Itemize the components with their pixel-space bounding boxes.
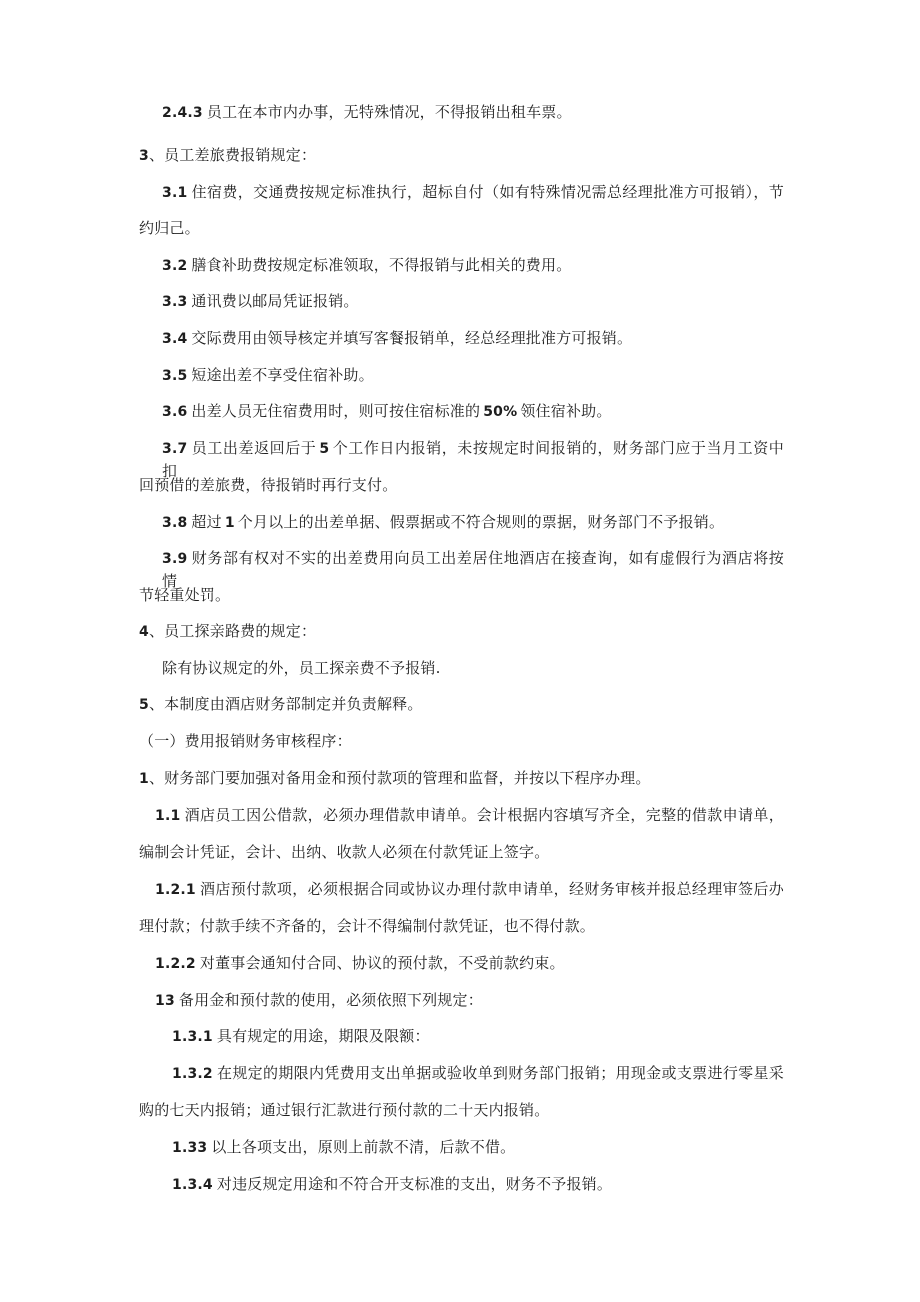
clause-text: 领住宿补助。 <box>520 402 612 420</box>
month-count-value: 1 <box>224 515 235 531</box>
procedure-1-3-1 <box>172 1025 430 1048</box>
clause-text: 在规定的期限内凭费用支出单据或验收单到财务部门报销；用现金或支票进行零星采 <box>216 1064 784 1082</box>
procedure-1 <box>139 767 651 790</box>
clause-text: 购的七天内报销；通过银行汇款进行预付款的二十天内报销。 <box>139 1101 550 1119</box>
clause-text: 超过 <box>191 513 222 531</box>
clause-text: 具有规定的用途，期限及限额： <box>216 1027 430 1045</box>
procedure-1-3-2-continued <box>139 1099 549 1121</box>
clause-text: 出差人员无住宿费用时，则可按住宿标准的 <box>191 402 481 420</box>
section-title: 、员工差旅费报销规定： <box>148 146 317 164</box>
clause-text: 编制会计凭证，会计、出纳、收款人必须在付款凭证上签字。 <box>139 843 550 861</box>
clause-number: 3.8 <box>162 515 188 531</box>
clause-text: 节轻重处罚。 <box>139 586 231 604</box>
clause-text: 除有协议规定的外，员工探亲费不予报销. <box>162 659 441 677</box>
section-number: 3 <box>139 148 149 164</box>
clause-number: 2.4.3 <box>162 105 203 121</box>
clause-3-4 <box>162 327 632 350</box>
clause-text: 通讯费以邮局凭证报销。 <box>191 292 359 310</box>
clause-3-8 <box>162 511 724 534</box>
section-number: 4 <box>139 624 149 640</box>
procedure-1-3-4 <box>172 1173 612 1196</box>
clause-text: 财务部有权对不实的出差费用向员工出差居住地酒店在接查询，如有虚假行为酒店将按情 <box>162 549 784 590</box>
section-heading-3 <box>139 144 316 167</box>
procedure-1-3-2 <box>172 1062 784 1085</box>
section-title: 、本制度由酒店财务部制定并负责解释。 <box>148 695 423 713</box>
clause-text: 住宿费，交通费按规定标准执行，超标自付（如有特殊情况需总经理批准方可报销），节 <box>191 183 784 201</box>
clause-text: 个月以上的出差单据、假票据或不符合规则的票据，财务部门不予报销。 <box>237 513 725 531</box>
clause-text: 酒店员工因公借款，必须办理借款申请单。会计根据内容填写齐全，完整的借款申请单， <box>184 806 784 824</box>
clause-number: 3.1 <box>162 185 188 201</box>
clause-3-1-continued <box>139 217 200 239</box>
clause-3-9 <box>162 547 784 592</box>
clause-text: 理付款；付款手续不齐备的，会计不得编制付款凭证，也不得付款。 <box>139 917 596 935</box>
clause-number: 3.5 <box>162 368 188 384</box>
clause-number: 1.2.2 <box>155 956 196 972</box>
clause-text: 交际费用由领导核定并填写客餐报销单，经总经理批准方可报销。 <box>191 329 633 347</box>
clause-3-6 <box>162 400 612 423</box>
section-number: 5 <box>139 697 149 713</box>
clause-number: 1.3.4 <box>172 1177 213 1193</box>
clause-text: 酒店预付款项，必须根据合同或协议办理付款申请单，经财务审核并报总经理审签后办 <box>199 880 784 898</box>
clause-text: 员工在本市内办事，无特殊情况，不得报销出租车票。 <box>206 103 572 121</box>
clause-3-5 <box>162 364 374 387</box>
percentage-value: 50% <box>483 404 518 420</box>
clause-3-2 <box>162 254 571 277</box>
clause-number: 1.2.1 <box>155 882 196 898</box>
procedure-1-2-1-continued <box>139 915 595 937</box>
procedure-1-2-2 <box>155 952 565 975</box>
clause-number: 1.1 <box>155 808 181 824</box>
section-number: 1 <box>139 771 149 787</box>
clause-text: 约归己。 <box>139 219 200 237</box>
procedure-1-3 <box>155 989 483 1012</box>
chapter-heading-1 <box>139 730 352 752</box>
clause-3-1 <box>162 181 784 204</box>
clause-text: 对董事会通知付合同、协议的预付款，不受前款约束。 <box>199 954 565 972</box>
clause-number: 3.6 <box>162 404 188 420</box>
clause-text: 员工出差返回后于 <box>191 439 317 457</box>
clause-number: 3.4 <box>162 331 188 347</box>
procedure-1-2-1 <box>155 878 784 901</box>
clause-text: 个工作日内报销，未按规定时间报销的，财务部门应于当月工资中扣 <box>162 439 784 480</box>
clause-number: 3.2 <box>162 258 188 274</box>
section-title: 、财务部门要加强对备用金和预付款项的管理和监督，并按以下程序办理。 <box>148 769 651 787</box>
clause-3-9-continued <box>139 584 230 606</box>
clause-text: 短途出差不享受住宿补助。 <box>191 366 374 384</box>
clause-number: 3.9 <box>162 551 188 567</box>
clause-text: 对违反规定用途和不符合开支标准的支出，财务不予报销。 <box>216 1175 613 1193</box>
clause-number: 13 <box>155 993 175 1009</box>
procedure-1-1-continued <box>139 841 549 863</box>
clause-text: 膳食补助费按规定标准领取，不得报销与此相关的费用。 <box>191 256 572 274</box>
clause-3-3 <box>162 290 359 313</box>
procedure-1-3-3 <box>172 1136 515 1159</box>
clause-2-4-3 <box>162 101 572 124</box>
procedure-1-1 <box>155 804 784 827</box>
chapter-title: （一）费用报销财务审核程序： <box>139 732 352 750</box>
clause-number: 3.3 <box>162 294 188 310</box>
clause-text: 回预借的差旅费，待报销时再行支付。 <box>139 476 398 494</box>
section-title: 、员工探亲路费的规定： <box>148 622 317 640</box>
clause-number: 1.3.2 <box>172 1066 213 1082</box>
day-count-value: 5 <box>319 441 330 457</box>
clause-text: 以上各项支出，原则上前款不清，后款不借。 <box>211 1138 516 1156</box>
clause-4-body <box>162 657 441 679</box>
section-heading-4 <box>139 620 316 643</box>
clause-number: 3.7 <box>162 441 188 457</box>
section-5 <box>139 693 423 716</box>
clause-3-7-continued <box>139 474 397 496</box>
clause-number: 1.3.1 <box>172 1029 213 1045</box>
clause-number: 1.33 <box>172 1140 208 1156</box>
clause-text: 备用金和预付款的使用，必须依照下列规定： <box>178 991 483 1009</box>
